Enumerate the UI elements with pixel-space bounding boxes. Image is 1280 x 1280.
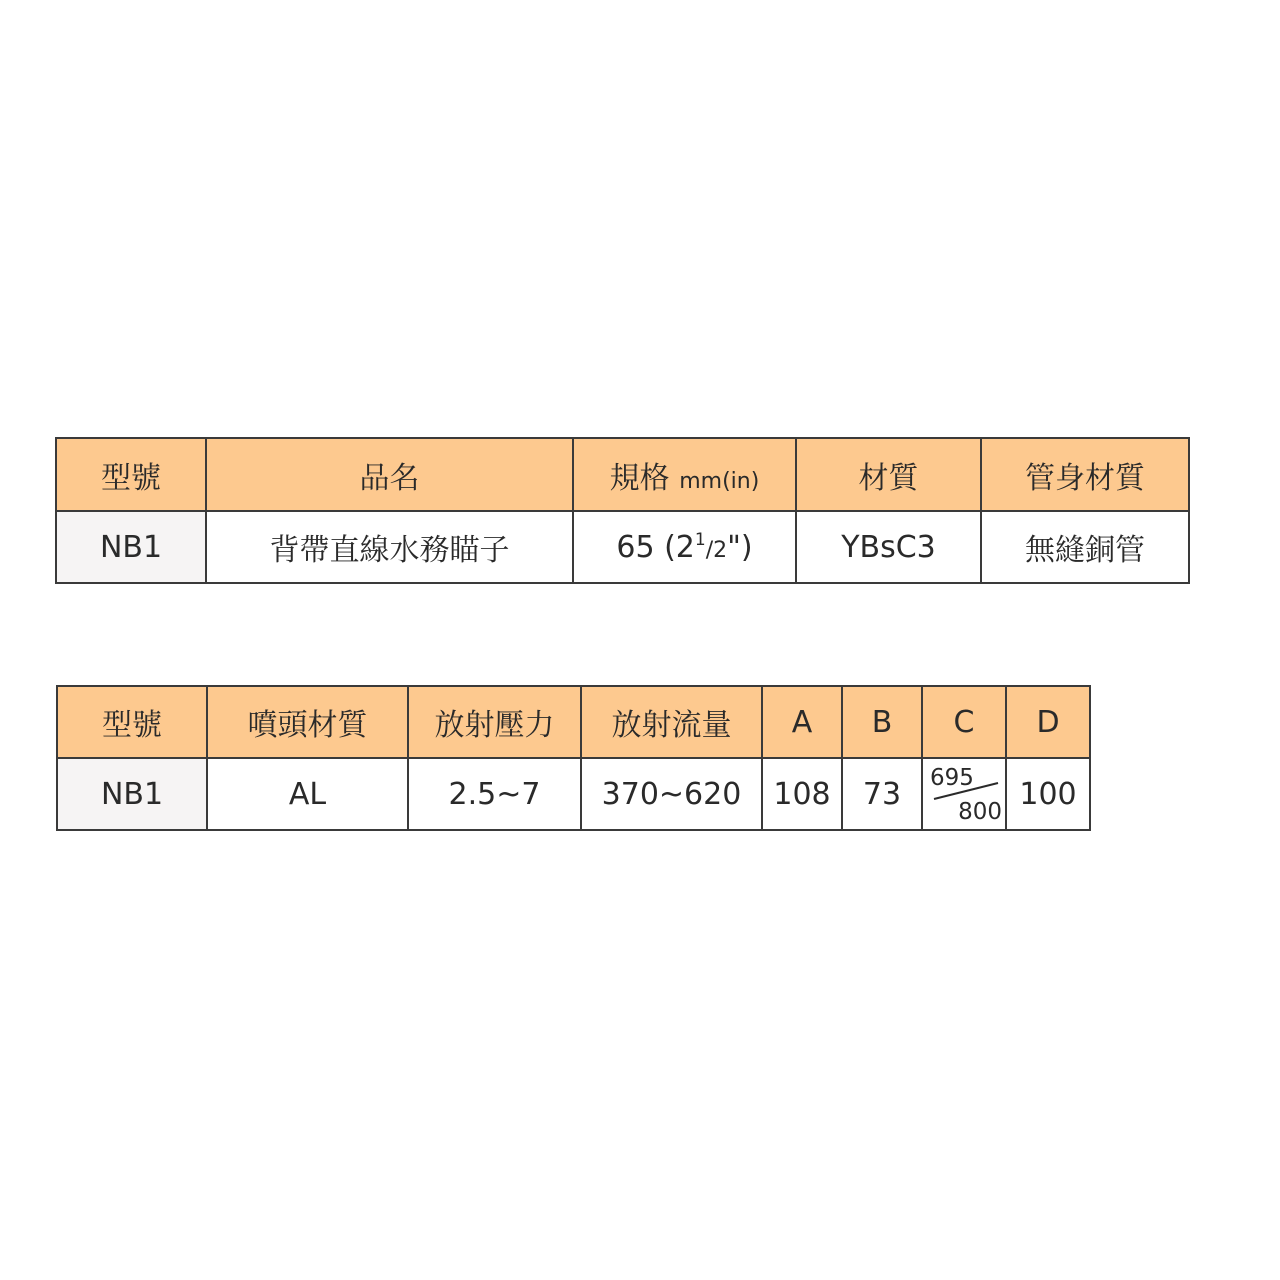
cell-pressure: 2.5~7	[408, 758, 581, 830]
header-pipe-material: 管身材質	[981, 438, 1189, 511]
table-row	[56, 511, 1189, 583]
cell-c	[922, 758, 1006, 830]
header-pressure: 放射壓力	[408, 686, 581, 758]
c-value-top: 695	[930, 765, 974, 791]
header-model: 型號	[57, 686, 207, 758]
header-a: A	[762, 686, 842, 758]
table-row	[57, 758, 1090, 830]
header-spec-unit: mm(in)	[679, 468, 760, 494]
header-material: 材質	[796, 438, 981, 511]
header-d: D	[1006, 686, 1090, 758]
header-flow: 放射流量	[581, 686, 762, 758]
c-range-fraction	[924, 763, 1004, 825]
cell-a: 108	[762, 758, 842, 830]
header-b: B	[842, 686, 922, 758]
cell-b: 73	[842, 758, 922, 830]
cell-flow: 370~620	[581, 758, 762, 830]
performance-spec-table	[56, 685, 1091, 831]
cell-material: YBsC3	[796, 511, 981, 583]
cell-model: NB1	[56, 511, 206, 583]
product-spec-table	[55, 437, 1190, 584]
header-name: 品名	[206, 438, 573, 511]
cell-spec: 65 $(2^1/2")$	[573, 511, 796, 583]
table-header-row	[56, 438, 1189, 511]
cell-nozzle-material: AL	[207, 758, 408, 830]
header-spec: 規格 mm(in)	[573, 438, 796, 511]
header-c: C	[922, 686, 1006, 758]
header-nozzle-material: 噴頭材質	[207, 686, 408, 758]
c-value-bottom: 800	[958, 799, 1002, 825]
table-header-row	[57, 686, 1090, 758]
cell-model: NB1	[57, 758, 207, 830]
cell-d: 100	[1006, 758, 1090, 830]
cell-name: 背帶直線水務瞄子	[206, 511, 573, 583]
header-model: 型號	[56, 438, 206, 511]
cell-pipe-material: 無縫銅管	[981, 511, 1189, 583]
